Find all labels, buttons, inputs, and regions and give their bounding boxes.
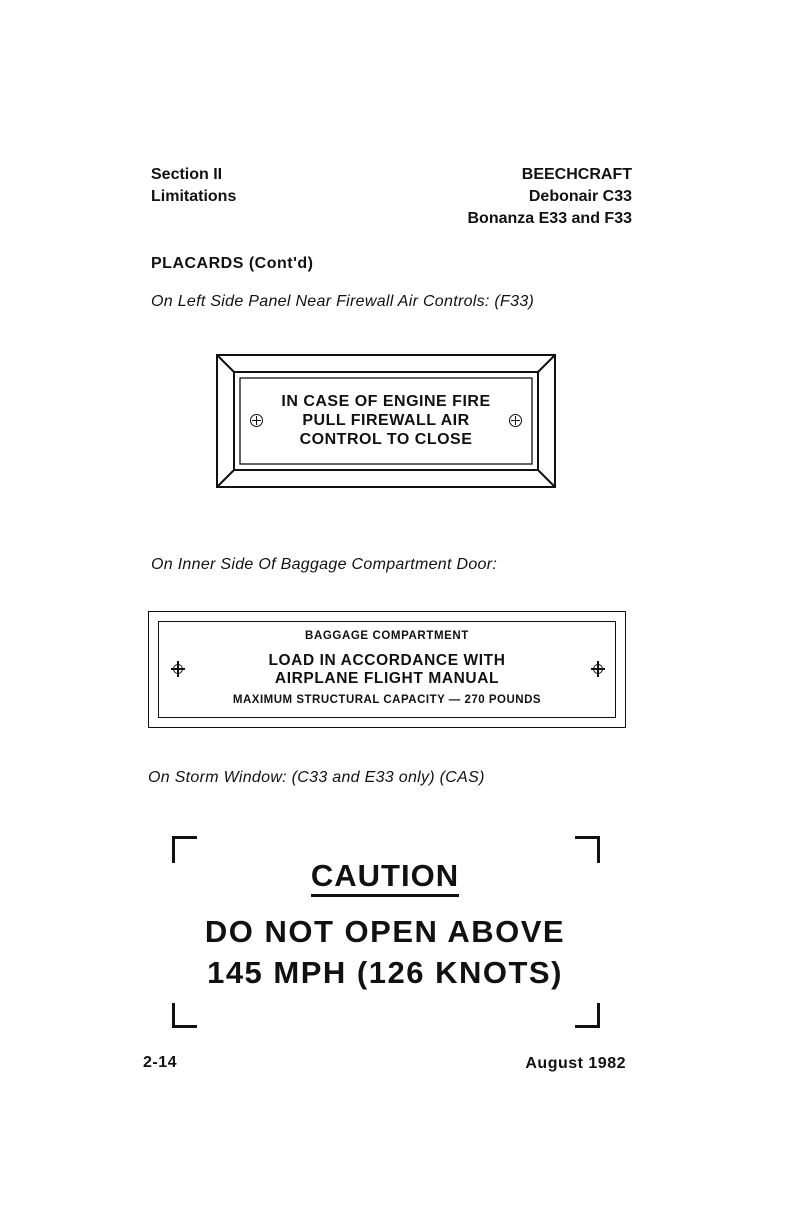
rivet-icon — [171, 661, 185, 677]
section-heading: PLACARDS (Cont'd) — [151, 255, 314, 272]
caution-title: CAUTION — [311, 858, 459, 897]
placard1-line3: CONTROL TO CLOSE — [299, 431, 473, 448]
model-label-1: Debonair C33 — [528, 188, 632, 205]
screw-icon — [250, 414, 263, 427]
rivet-icon — [591, 661, 605, 677]
placard1-line2: PULL FIREWALL AIR — [302, 412, 470, 429]
section-label: Section II — [151, 166, 223, 183]
revision-date: August 1982 — [525, 1055, 626, 1072]
placard2-caption: On Inner Side Of Baggage Compartment Door: — [151, 556, 498, 573]
caution-line2: 145 MPH (126 KNOTS) — [207, 955, 563, 990]
subsection-label: Limitations — [151, 188, 237, 205]
placard2-line2: LOAD IN ACCORDANCE WITH — [268, 652, 506, 669]
placard2-line1: BAGGAGE COMPARTMENT — [305, 630, 469, 642]
page-number: 2-14 — [143, 1054, 178, 1071]
baggage-placard — [148, 611, 626, 728]
screw-icon — [509, 414, 522, 427]
placard2-line3: AIRPLANE FLIGHT MANUAL — [274, 670, 500, 687]
placard3-caption: On Storm Window: (C33 and E33 only) (CAS) — [148, 769, 485, 786]
placard1-caption: On Left Side Panel Near Firewall Air Controls: (F33) — [151, 293, 535, 310]
firewall-placard — [216, 354, 556, 488]
brand-label: BEECHCRAFT — [521, 166, 632, 183]
corner-mark — [172, 1003, 197, 1028]
placard2-line4: MAXIMUM STRUCTURAL CAPACITY — 270 POUNDS — [232, 694, 542, 706]
placard1-line1: IN CASE OF ENGINE FIRE — [281, 393, 491, 410]
caution-line1: DO NOT OPEN ABOVE — [204, 914, 566, 949]
model-label-2: Bonanza E33 and F33 — [467, 210, 632, 227]
corner-mark — [575, 1003, 600, 1028]
caution-title-wrap — [0, 858, 770, 894]
